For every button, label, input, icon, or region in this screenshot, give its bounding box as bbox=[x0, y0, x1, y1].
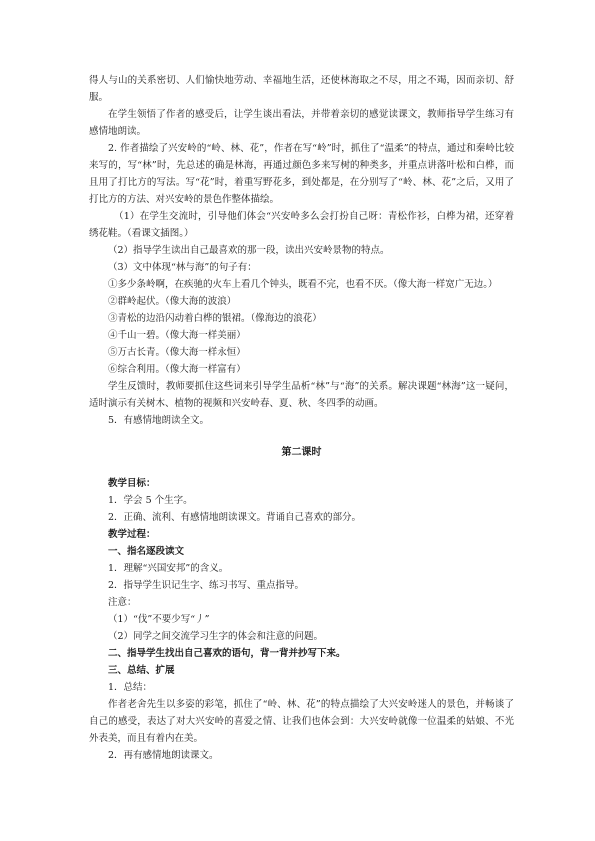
paragraph-continuation: 得人与山的关系密切、人们愉快地劳动、幸福地生活，还使林海取之不尽，用之不竭，因而亲切、舒服。 bbox=[89, 75, 514, 103]
step-1-item: 1．理解“兴国安邦”的含义。 bbox=[108, 563, 229, 574]
step-3-item: 1．总结： bbox=[108, 682, 153, 693]
goals-title: 教学目标： bbox=[108, 478, 156, 489]
step-3-title: 三、总结、扩展 bbox=[108, 665, 175, 676]
paragraph-sub-1: （1）在学生交流时，引导他们体会“兴安岭多么会打扮自己呀：青松作衫，白桦为裙，还穿着绣花鞋。（看课文插图。） bbox=[89, 211, 514, 239]
summary-paragraph: 作者老舍先生以多姿的彩笔，抓住了“岭、林、花”的特点描绘了大兴安岭迷人的景色，并畅谈了自己的感受，表达了对大兴安岭的喜爱之情、让我们也体会到：大兴安岭就像一位温柔的姑娘、不光外表美，而且有着内在美。 bbox=[89, 699, 514, 744]
spacer bbox=[89, 429, 514, 444]
step-2-title: 二、指导学生找出自己喜欢的语句，背一背并抄写下来。 bbox=[108, 648, 346, 659]
process-title: 教学过程： bbox=[108, 529, 156, 540]
note-item: （1）“伐”不要少写“丿” bbox=[108, 614, 210, 625]
paragraph-sub-2: （2）指导学生读出自己最喜欢的那一段，读出兴安岭景物的特点。 bbox=[108, 245, 390, 256]
step-1-title: 一、指名逐段读文 bbox=[108, 546, 185, 557]
note-label: 注意： bbox=[108, 597, 137, 608]
step-1-item: 2．指导学生识记生字、练习书写、重点指导。 bbox=[108, 580, 305, 591]
paragraph-point-5: 5．有感情地朗读全文。 bbox=[108, 415, 210, 426]
spacer bbox=[89, 461, 514, 475]
list-item: ③青松的边沿闪动着白桦的银裙。（像海边的浪花） bbox=[108, 313, 322, 324]
goal-item: 2．正确、流利、有感情地朗读课文。背诵自己喜欢的部分。 bbox=[108, 512, 362, 523]
section-heading: 第二课时 bbox=[281, 447, 322, 458]
goal-item: 1．学会 5 个生字。 bbox=[108, 495, 193, 506]
list-item: ②群岭起伏。（像大海的波浪） bbox=[108, 296, 237, 307]
list-item: ⑤万古长青。（像大海一样永恒） bbox=[108, 347, 246, 358]
list-item: ④千山一碧。（像大海一样美丽） bbox=[108, 330, 246, 341]
paragraph-feedback: 学生反馈时，教师要抓住这些词来引导学生品析“林”与“海”的关系。解决课题“林海”这一疑问，适时演示有关树木、植物的视频和兴安岭春、夏、秋、冬四季的动画。 bbox=[89, 381, 514, 409]
text-column bbox=[89, 72, 514, 764]
note-item: （2）同学之间交流学习生字的体会和注意的问题。 bbox=[108, 631, 324, 642]
list-item: ⑥综合利用。（像大海一样富有） bbox=[108, 364, 246, 375]
paragraph-sub-3: （3）文中体现“林与海”的句子有： bbox=[108, 262, 257, 273]
paragraph-point-2: 2. 作者描绘了兴安岭的“岭、林、花”，作者在写“岭”时，抓住了“温柔”的特点，通过和秦岭比较来写的，写“林”时，先总述的确是林海，再通过颜色多来写树的种类多，并重点讲落叶松和白桦，而且用了打比方的写法。写“花”时，着重写野花多，到处都是，在分别写了“岭、林、花”之后，又用了打比方的方法、对兴安岭的景色作整体描绘。 bbox=[89, 143, 514, 205]
step-3-item: 2．再有感情地朗读课文。 bbox=[108, 750, 219, 761]
list-item: ①多少条岭啊，在疾驰的火车上看几个钟头，既看不完，也看不厌。（像大海一样宽广无边。） bbox=[108, 279, 498, 290]
paragraph-guidance: 在学生领悟了作者的感受后，让学生谈出看法，并带着亲切的感觉读课文，教师指导学生练习有感情地朗读。 bbox=[89, 109, 514, 137]
